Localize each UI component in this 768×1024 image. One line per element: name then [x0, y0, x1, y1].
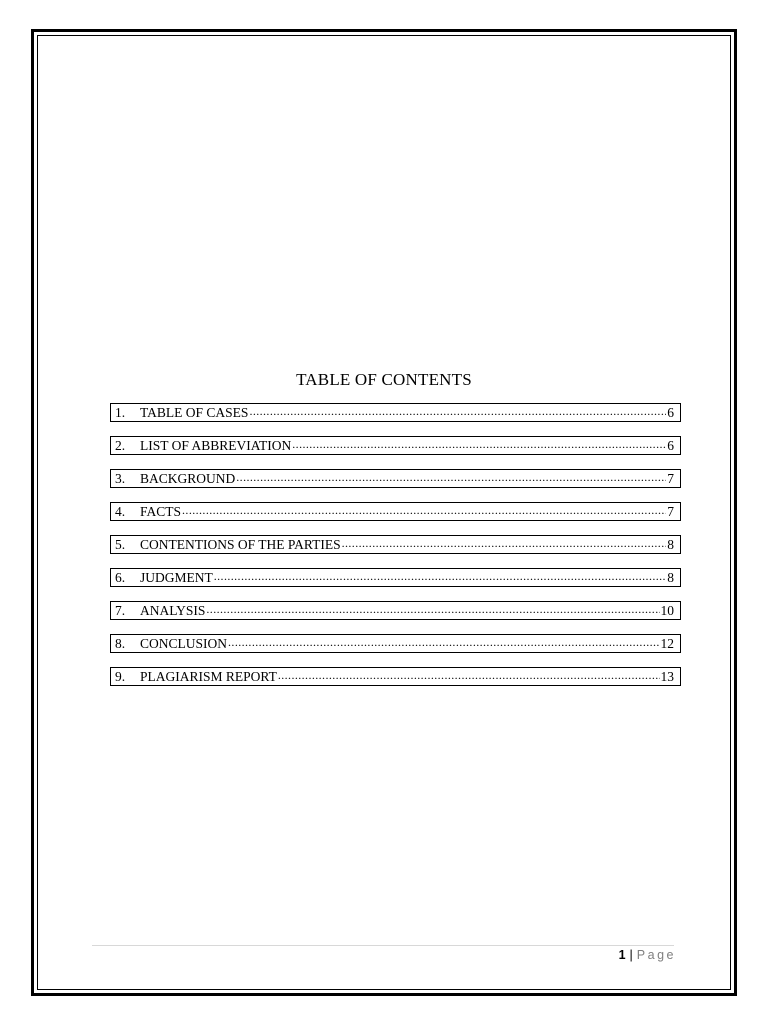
- toc-entry-page: 13: [660, 669, 674, 684]
- footer-page-number: 1: [618, 948, 626, 962]
- toc-entry-number: 8.: [115, 636, 126, 651]
- toc-entry-page: 8: [667, 537, 674, 552]
- toc-entry[interactable]: [110, 535, 681, 554]
- toc-entry-label: ANALYSIS: [140, 603, 206, 618]
- toc-entry-page: 7: [667, 504, 674, 519]
- toc-entry-label: FACTS: [140, 504, 182, 519]
- toc-entry-page: 7: [667, 471, 674, 486]
- toc-entry[interactable]: [110, 601, 681, 620]
- toc-entry[interactable]: [110, 568, 681, 587]
- toc-entry[interactable]: [110, 667, 681, 686]
- toc-leader-dots: [249, 406, 666, 418]
- toc-leader-dots: [214, 571, 667, 583]
- toc-entry-page: 6: [667, 405, 674, 420]
- toc-leader-dots: [206, 604, 659, 616]
- footer-divider: [92, 945, 674, 946]
- toc-entry[interactable]: [110, 469, 681, 488]
- toc-leader-dots: [182, 505, 666, 517]
- toc-leader-dots: [228, 637, 659, 649]
- toc-entry-page: 6: [667, 438, 674, 453]
- toc-entry[interactable]: [110, 502, 681, 521]
- toc-entry-page: 10: [660, 603, 674, 618]
- toc-entry-label: PLAGIARISM REPORT: [140, 669, 277, 684]
- toc-entry-number: 4.: [115, 504, 126, 519]
- toc-entry-page: 8: [667, 570, 674, 585]
- toc-entry-number: 9.: [115, 669, 126, 684]
- toc-entry-number: 1.: [115, 405, 126, 420]
- toc-title: TABLE OF CONTENTS: [296, 370, 472, 389]
- footer-page-label: Page: [636, 948, 676, 962]
- toc-entry-label: TABLE OF CASES: [140, 405, 249, 420]
- toc-entry-number: 6.: [115, 570, 126, 585]
- toc-entry-label: LIST OF ABBREVIATION: [140, 438, 292, 453]
- toc-entry-number: 7.: [115, 603, 126, 618]
- toc-entry-number: 3.: [115, 471, 126, 486]
- toc-entry[interactable]: [110, 403, 681, 422]
- toc-entry-number: 2.: [115, 438, 126, 453]
- footer-separator: |: [629, 948, 633, 962]
- toc-entry[interactable]: [110, 634, 681, 653]
- toc-entry-label: JUDGMENT: [140, 570, 213, 585]
- toc-entry-label: CONCLUSION: [140, 636, 228, 651]
- toc-leader-dots: [342, 538, 667, 550]
- toc-entry-number: 5.: [115, 537, 126, 552]
- page-footer: [619, 948, 676, 962]
- toc-entry-label: BACKGROUND: [140, 471, 236, 486]
- toc-entry[interactable]: [110, 436, 681, 455]
- toc-leader-dots: [278, 670, 660, 682]
- toc-list: [110, 403, 681, 700]
- toc-entry-label: CONTENTIONS OF THE PARTIES: [140, 537, 341, 552]
- toc-leader-dots: [236, 472, 666, 484]
- toc-leader-dots: [292, 439, 666, 451]
- toc-entry-page: 12: [660, 636, 674, 651]
